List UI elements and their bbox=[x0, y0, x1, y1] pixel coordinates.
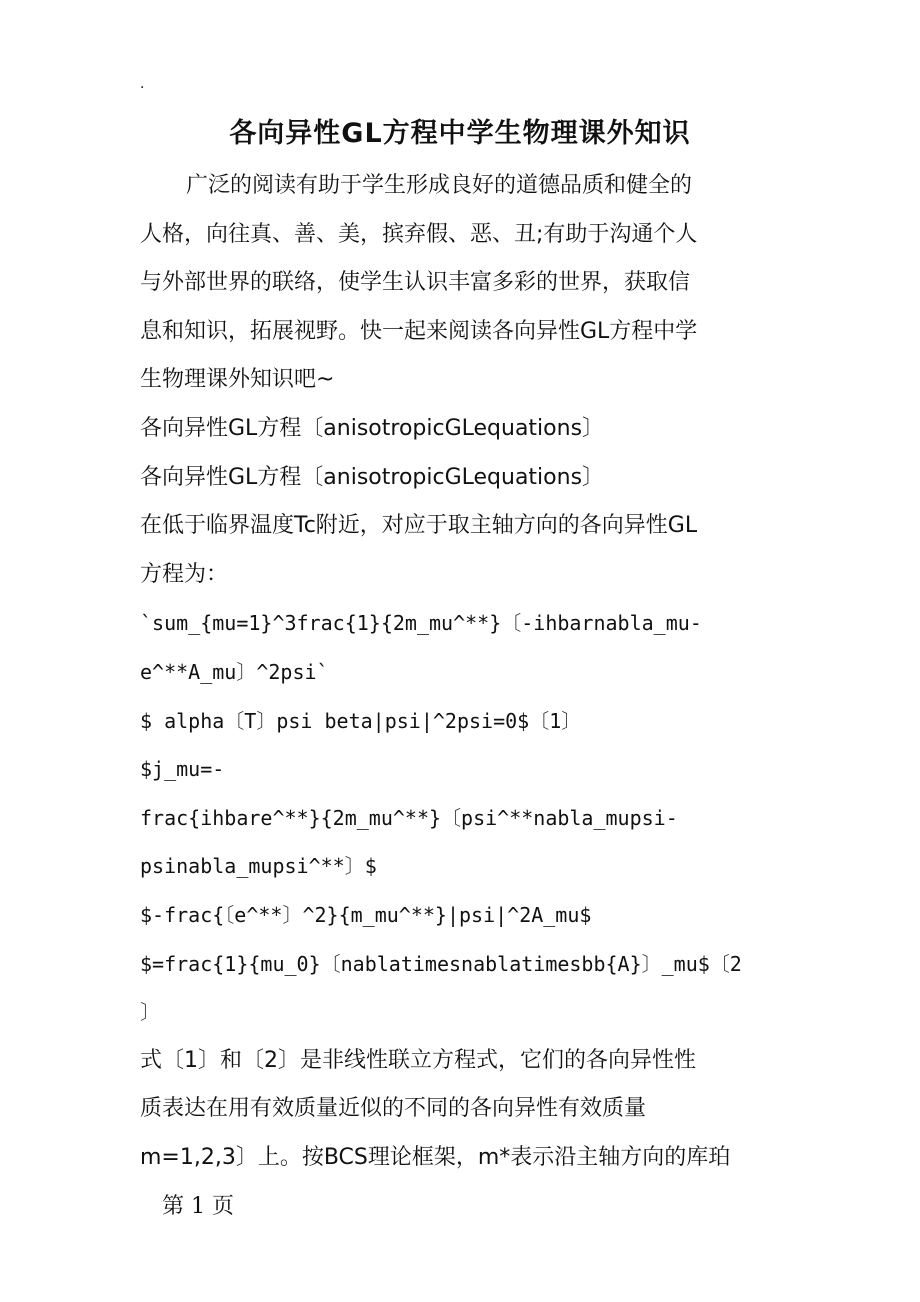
paragraph-line: 与外部世界的联络，使学生认识丰富多彩的世界，获取信 bbox=[140, 270, 691, 296]
paragraph-line: 广泛的阅读有助于学生形成良好的道德品质和健全的 bbox=[186, 173, 693, 198]
paragraph-line: 生物理课外知识吧~ bbox=[140, 367, 335, 393]
paragraph-line: 质表达在用有效质量近似的不同的各向异性有效质量 bbox=[140, 1096, 647, 1122]
equation-line: $j_mu=- bbox=[140, 757, 225, 782]
equation-line: frac{ihbare^**}{2m_mu^**}〔psi^**nabla_mupsi- bbox=[140, 805, 678, 830]
equation-line: e^**A_mu〕^2psi` bbox=[140, 659, 329, 684]
section-heading: 各向异性GL方程〔anisotropicGLequations〕 bbox=[140, 464, 605, 490]
page-number: 第 1 页 bbox=[162, 1194, 234, 1219]
paragraph-line: 息和知识，拓展视野。快一起来阅读各向异性GL方程中学 bbox=[140, 318, 698, 344]
equation-line: $ alpha〔T〕psi beta|psi|^2psi=0$〔1〕 bbox=[140, 708, 582, 733]
paragraph-line: m=1,2,3〕上。按BCS理论框架，m*表示沿主轴方向的库珀 bbox=[140, 1144, 731, 1170]
paragraph-line: 方程为： bbox=[140, 561, 229, 587]
equation-line: $=frac{1}{mu_0}〔nablatimesnablatimesbb{A}〕_mu$〔2 bbox=[140, 951, 742, 976]
document-body bbox=[140, 162, 780, 1182]
paragraph-line: 人格，向往真、善、美，摈弃假、恶、丑;有助于沟通个人 bbox=[140, 221, 698, 247]
document-title: 各向异性GL方程中学生物理课外知识 bbox=[229, 118, 691, 149]
paragraph-line: 式〔1〕和〔2〕是非线性联立方程式，它们的各向异性性 bbox=[140, 1047, 696, 1073]
equation-line: psinabla_mupsi^**〕$ bbox=[140, 854, 377, 879]
page-marker: . bbox=[140, 76, 145, 92]
paragraph-line: 在低于临界温度Tc附近，对应于取主轴方向的各向异性GL bbox=[140, 513, 698, 539]
section-heading: 各向异性GL方程〔anisotropicGLequations〕 bbox=[140, 415, 605, 441]
equation-line: `sum_{mu=1}^3frac{1}{2m_mu^**}〔-ihbarnabla_mu- bbox=[140, 611, 702, 636]
equation-line: 〕 bbox=[140, 1000, 160, 1025]
equation-line: $-frac{〔e^**〕^2}{m_mu^**}|psi|^2A_mu$ bbox=[140, 902, 592, 927]
